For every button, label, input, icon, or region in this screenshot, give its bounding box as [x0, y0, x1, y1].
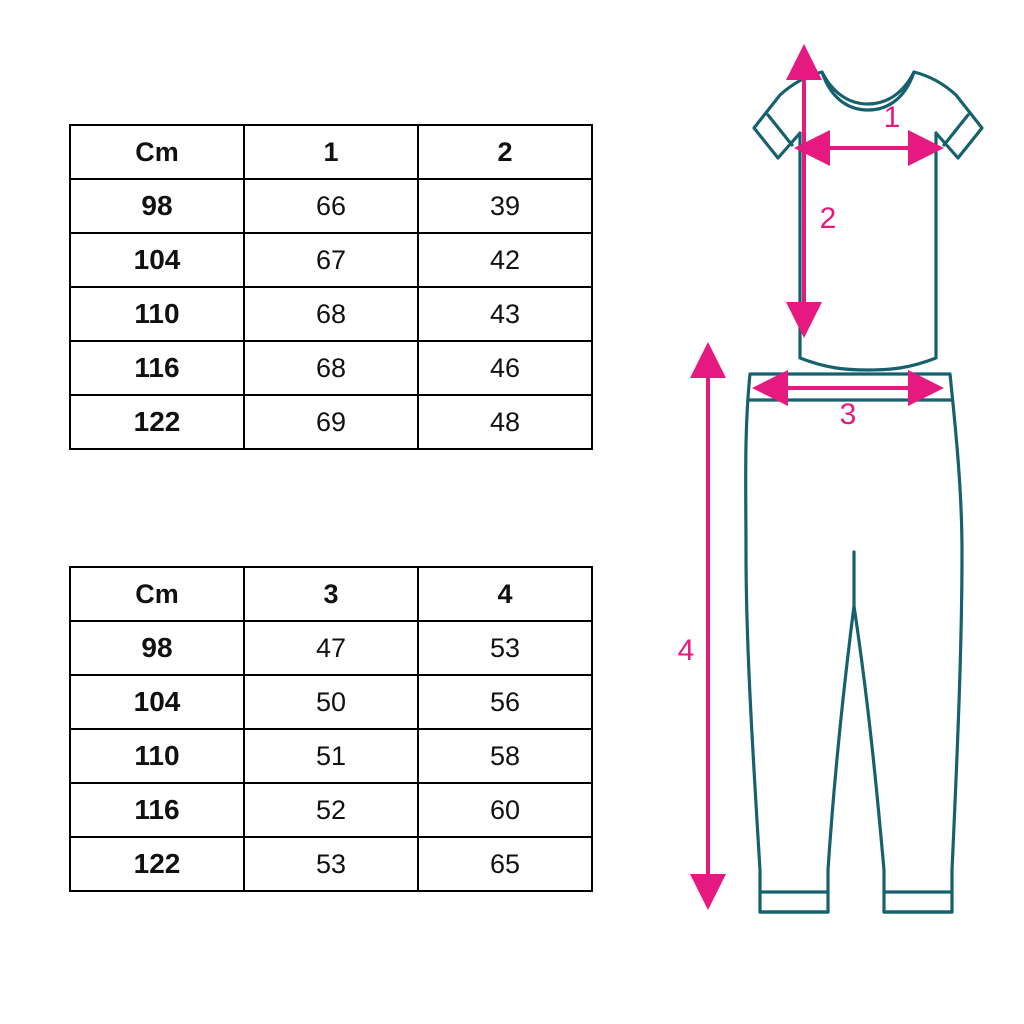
table-2-header-cm: Cm	[70, 567, 244, 621]
table-2-row-1-size: 104	[70, 675, 244, 729]
pants-illustration	[746, 374, 962, 912]
measure-label-3: 3	[839, 398, 857, 431]
table-1-row-4-size: 122	[70, 395, 244, 449]
table-row	[70, 395, 592, 449]
table-header-row	[70, 567, 592, 621]
table-2-row-3-col-4: 60	[418, 783, 592, 837]
table-row	[70, 621, 592, 675]
measure-label-1: 1	[883, 101, 901, 134]
measure-label-2: 2	[819, 202, 837, 235]
table-2-header-3: 3	[244, 567, 418, 621]
table-1-row-3-size: 116	[70, 341, 244, 395]
table-row	[70, 233, 592, 287]
table-1-header-cm: Cm	[70, 125, 244, 179]
table-1-row-1-col-1: 67	[244, 233, 418, 287]
table-1-row-2-col-2: 43	[418, 287, 592, 341]
table-1-row-1-size: 104	[70, 233, 244, 287]
table-1-header-2: 2	[418, 125, 592, 179]
table-header-row	[70, 125, 592, 179]
table-2-row-2-col-3: 51	[244, 729, 418, 783]
table-row	[70, 783, 592, 837]
table-2-row-4-col-3: 53	[244, 837, 418, 891]
garment-measurement-diagram	[640, 40, 1024, 960]
table-2-row-4-size: 122	[70, 837, 244, 891]
measure-arrow-3	[770, 388, 926, 431]
table-1-row-4-col-2: 48	[418, 395, 592, 449]
table-2-row-2-size: 110	[70, 729, 244, 783]
table-1-row-2-col-1: 68	[244, 287, 418, 341]
table-2-row-3-col-3: 52	[244, 783, 418, 837]
table-2-row-1-col-4: 56	[418, 675, 592, 729]
measure-label-4: 4	[677, 634, 695, 667]
table-row	[70, 341, 592, 395]
table-1-row-1-col-2: 42	[418, 233, 592, 287]
table-2-row-4-col-4: 65	[418, 837, 592, 891]
table-2-row-0-size: 98	[70, 621, 244, 675]
tshirt-illustration	[754, 72, 982, 370]
table-1-header-1: 1	[244, 125, 418, 179]
table-1-row-4-col-1: 69	[244, 395, 418, 449]
table-1-row-3-col-2: 46	[418, 341, 592, 395]
table-2-row-0-col-3: 47	[244, 621, 418, 675]
table-2-row-0-col-4: 53	[418, 621, 592, 675]
table-row	[70, 675, 592, 729]
table-measurements-1-2	[69, 124, 593, 450]
measure-arrow-4	[678, 360, 708, 892]
table-1-row-0-size: 98	[70, 179, 244, 233]
table-measurements-3-4	[69, 566, 593, 892]
table-row	[70, 179, 592, 233]
table-1-row-2-size: 110	[70, 287, 244, 341]
measure-arrow-2	[804, 62, 836, 320]
table-2-row-1-col-3: 50	[244, 675, 418, 729]
table-2-row-2-col-4: 58	[418, 729, 592, 783]
table-1-row-3-col-1: 68	[244, 341, 418, 395]
table-2-row-3-size: 116	[70, 783, 244, 837]
table-1-row-0-col-1: 66	[244, 179, 418, 233]
table-row	[70, 729, 592, 783]
table-row	[70, 837, 592, 891]
table-2-header-4: 4	[418, 567, 592, 621]
measure-arrow-1	[812, 101, 926, 148]
table-row	[70, 287, 592, 341]
table-1-row-0-col-2: 39	[418, 179, 592, 233]
